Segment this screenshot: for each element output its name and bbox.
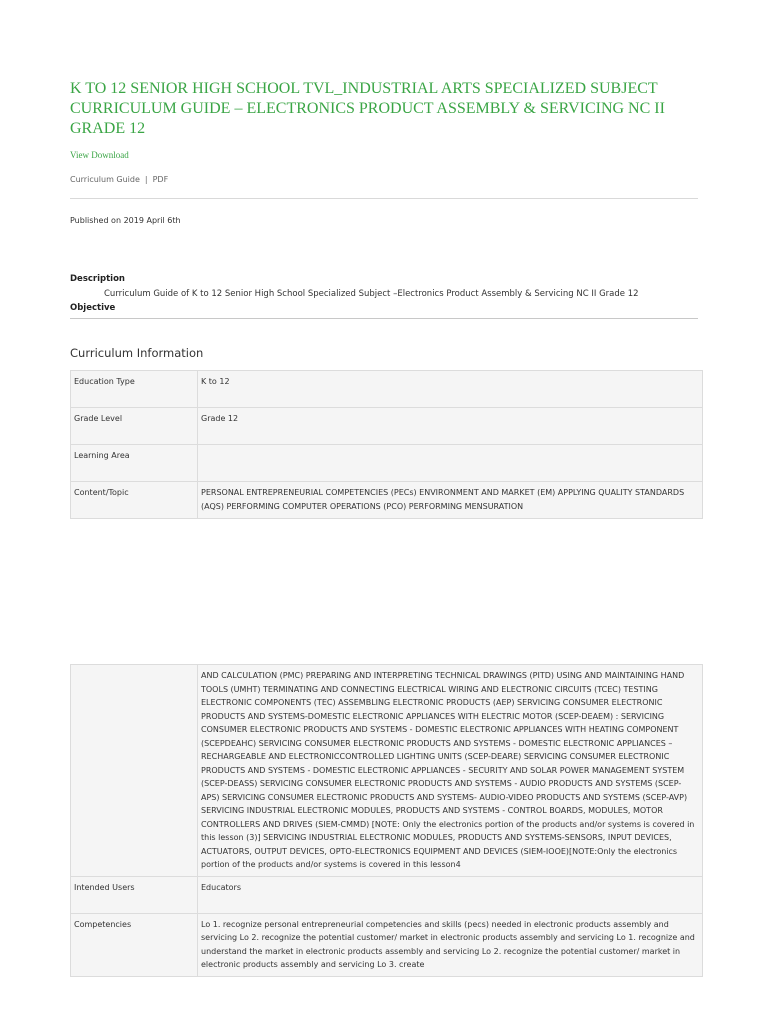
row-key: Content/Topic <box>71 482 198 519</box>
table-row <box>71 665 703 877</box>
meta-separator: | <box>144 175 148 184</box>
description-text: Curriculum Guide of K to 12 Senior High School Specialized Subject –Electronics Product Assembly & Servicing NC II Grade 12 <box>104 289 639 299</box>
row-key <box>71 665 198 877</box>
view-download-link[interactable]: View Download <box>70 150 129 160</box>
category-label[interactable]: Curriculum Guide <box>70 175 140 184</box>
row-key: Education Type <box>71 371 198 408</box>
curriculum-info-table <box>70 370 703 519</box>
row-value: Educators <box>198 876 703 913</box>
table-row <box>71 408 703 445</box>
divider <box>70 198 698 199</box>
row-key: Learning Area <box>71 445 198 482</box>
row-value: Lo 1. recognize personal entrepreneurial competencies and skills (pecs) needed in electronic products assembly and servicing Lo 2. recognize the potential customer/ market in electronic products assembly and servicing Lo 1. recognize and understand the market in electronic products assembly and servicing Lo 2. recognize the potential customer/ market in electronic products assembly and servicing Lo 3. create <box>198 913 703 976</box>
document-meta <box>70 175 168 184</box>
document-title: K TO 12 SENIOR HIGH SCHOOL TVL_INDUSTRIAL ARTS SPECIALIZED SUBJECT CURRICULUM GUIDE – ELECTRONICS PRODUCT ASSEMBLY & SERVICING NC II GRADE 12 <box>70 80 665 137</box>
row-key: Competencies <box>71 913 198 976</box>
table-row <box>71 876 703 913</box>
row-value: PERSONAL ENTREPRENEURIAL COMPETENCIES (PECs) ENVIRONMENT AND MARKET (EM) APPLYING QUALITY STANDARDS (AQS) PERFORMING COMPUTER OPERATIONS (PCO) PERFORMING MENSURATION <box>198 482 703 519</box>
table-row <box>71 371 703 408</box>
row-value: K to 12 <box>198 371 703 408</box>
table-row <box>71 482 703 519</box>
table-row <box>71 445 703 482</box>
format-label[interactable]: PDF <box>152 175 169 184</box>
description-label: Description <box>70 274 125 284</box>
row-value <box>198 445 703 482</box>
curriculum-info-table-continued <box>70 664 703 977</box>
row-value: AND CALCULATION (PMC) PREPARING AND INTERPRETING TECHNICAL DRAWINGS (PITD) USING AND MAINTAINING HAND TOOLS (UMHT) TERMINATING AND CONNECTING ELECTRICAL WIRING AND ELECTRONIC CIRCUITS (TCEC) TESTING ELECTRONIC COMPONENTS (TEC) ASSEMBLING ELECTRONIC PRODUCTS (AEP) SERVICING CONSUMER ELECTRONIC PRODUCTS AND SYSTEMS-DOMESTIC ELECTRONIC APPLIANCES WITH ELECTRIC MOTOR (SCEP-DEAEM) : SERVICING CONSUMER ELECTRONIC PRODUCTS AND SYSTEMS - DOMESTIC ELECTRONIC APPLIANCES WITH HEATING COMPONENT (SCEPDEAHC) SERVICING CONSUMER ELECTRONIC PRODUCTS AND SYSTEMS - DOMESTIC ELECTRONIC APPLIANCES – RECHARGEABLE AND ELECTRONICCONTROLLED LIGHTING UNITS (SCEP-DEARE) SERVICING CONSUMER ELECTRONIC PRODUCTS AND SYSTEMS - DOMESTIC ELECTRONIC APPLIANCES - SECURITY AND SOLAR POWER MANAGEMENT SYSTEM (SCEP-DEASS) SERVICING CONSUMER ELECTRONIC PRODUCTS AND SYSTEMS - AUDIO PRODUCTS AND SYSTEMS (SCEP-APS) SERVICING CONSUMER ELECTRONIC PRODUCTS AND SYSTEMS- AUDIO-VIDEO PRODUCTS AND SYSTEMS (SCEP-AVP) SERVICING INDUSTRIAL ELECTRONIC MODULES, PRODUCTS AND SYSTEMS - CONTROL BOARDS, MODULES, MOTOR CONTROLLERS AND DRIVES (SIEM-CMMD) [NOTE: Only the electronics portion of the products and/or systems is covered in this lesson (3)] SERVICING INDUSTRIAL ELECTRONIC MODULES, PRODUCTS AND SYSTEMS-SENSORS, INPUT DEVICES, ACTUATORS, OUTPUT DEVICES, OPTO-ELECTRONICS EQUIPMENT AND DEVICES (SIEM-IOOE)[NOTE:Only the electronics portion of the products and/or systems is covered in this lesson4 <box>198 665 703 877</box>
objective-label: Objective <box>70 303 116 313</box>
row-key: Intended Users <box>71 876 198 913</box>
curriculum-section-title: Curriculum Information <box>70 346 204 360</box>
table-row <box>71 913 703 976</box>
divider <box>70 318 698 319</box>
row-value: Grade 12 <box>198 408 703 445</box>
row-key: Grade Level <box>71 408 198 445</box>
published-date: Published on 2019 April 6th <box>70 216 181 225</box>
